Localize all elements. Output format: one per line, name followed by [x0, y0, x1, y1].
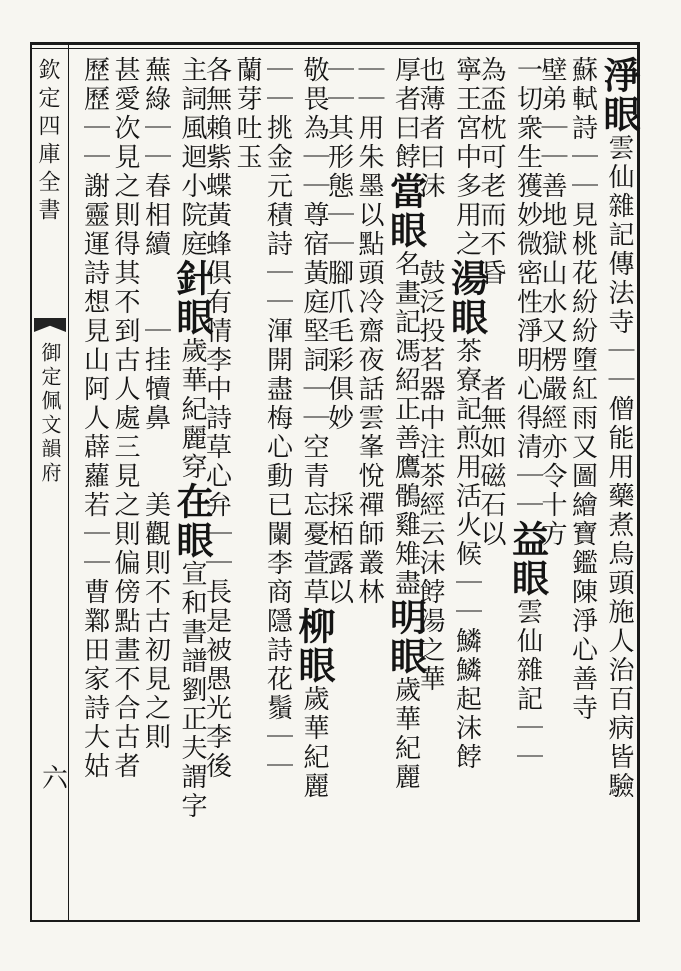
entry-text: ｜｜挑金元積詩｜｜渾開盡梅心動已闌李商隱詩花鬚｜｜: [262, 56, 293, 781]
text-column: [112, 56, 138, 781]
entry-headword: 明眼: [383, 598, 428, 676]
text-column: [505, 56, 550, 772]
entry-text: 名畫記馮紹正善鷹鶻雞雉盡: [390, 250, 421, 598]
entry-text: ｜｜用朱墨以點頭冷齋夜話雲峯悅禪師叢林: [354, 56, 384, 607]
entry-text: 者無如磁石以: [476, 375, 506, 549]
entry-text: 敬畏為｜｜尊宿黃庭堅詞｜｜空青忘憂萱草: [299, 56, 329, 607]
text-column: [170, 56, 214, 821]
entry-text: 歷歷｜｜謝靈運詩想見山阿人薜蘿若｜｜曹鄴田家詩大姑: [79, 56, 110, 781]
top-border-thin: [30, 48, 640, 49]
text-column: [356, 56, 382, 607]
entry-text: 也薄者曰沫: [415, 56, 445, 201]
margin-book-title: 御定佩文韻府: [38, 342, 62, 486]
bottom-border: [30, 920, 640, 922]
entry-headword: 針眼: [170, 259, 214, 337]
text-column: [234, 56, 260, 172]
entry-headword: 益眼: [505, 520, 550, 598]
column-gap: [141, 433, 171, 491]
entry-text: 歲華紀麗穿: [177, 337, 207, 482]
entry-headword: 當眼: [383, 172, 428, 250]
entry-text: 宣和書譜劉正夫謂字: [177, 560, 207, 821]
entry-text: 歲華紀麗: [390, 676, 421, 792]
entry-headword: 柳眼: [292, 607, 336, 685]
column-gap: [141, 259, 171, 317]
entry-text: 雲仙雜記傳法寺｜｜僧能用藥煮烏頭施人治百病皆驗: [604, 134, 634, 801]
entry-text: 採栢露以: [323, 491, 354, 607]
text-column: [292, 56, 336, 801]
entry-text: 甚愛次見之則得其不到古人處三見之則偏傍點畫不合古者: [110, 56, 140, 781]
text-column: [567, 56, 598, 723]
entry-text: 主詞風迴小院庭: [177, 56, 207, 259]
entry-text: 寧王宮中多用之: [451, 56, 482, 259]
entry-text: 蘇軾詩｜｜見桃花紛紛墮紅雨又圖繪寶鑑陳淨心善寺: [567, 56, 598, 723]
left-border: [30, 42, 32, 922]
entry-text: 一切衆生獲妙微密性淨明心得清｜｜: [512, 56, 543, 520]
entry-text: 壁弟｜｜善地獄山水又楞嚴經亦令十方: [537, 56, 567, 549]
entry-headword: 淨眼: [597, 56, 641, 134]
text-column: [444, 56, 489, 772]
text-column: [262, 56, 293, 781]
entry-headword: 湯眼: [444, 259, 489, 337]
entry-text: ｜｜其形態｜｜腳爪毛彩俱妙: [323, 56, 354, 433]
fishtail-mark: [34, 318, 66, 332]
entry-text: 各無賴紫蝶黃蜂俱有情李中詩草心弁｜｜長是被愚光李後: [201, 56, 232, 781]
entry-text: ｜挂犢鼻: [140, 317, 171, 433]
entry-text: 茶寮記煎用活火候｜｜鱗鱗起沫餑: [451, 337, 482, 772]
entry-text: 鼓泛投茗器中注茶經云沫餑湯之華: [415, 259, 445, 694]
entry-text: 雲仙雜記｜｜: [512, 598, 543, 772]
entry-text: 蕪綠｜｜春相續: [140, 56, 171, 259]
entry-text: 蘭芽吐玉: [232, 56, 262, 172]
margin-collection-title: 欽定四庫全書: [35, 58, 60, 226]
entry-text: 美觀則不古初見之則: [140, 491, 171, 752]
entry-text: 厚者曰餑: [390, 56, 421, 172]
entry-headword: 在眼: [170, 482, 214, 560]
text-column: [79, 56, 110, 781]
margin-divider: [68, 42, 69, 922]
top-border: [30, 42, 640, 45]
text-column: [597, 56, 641, 801]
right-border: [637, 42, 640, 922]
text-column: [383, 56, 428, 792]
entry-text: 歲華紀麗: [299, 685, 329, 801]
page-number: 六: [42, 764, 69, 794]
entry-text: 為盃枕可老而不昏: [476, 56, 506, 288]
text-column: [140, 56, 171, 752]
